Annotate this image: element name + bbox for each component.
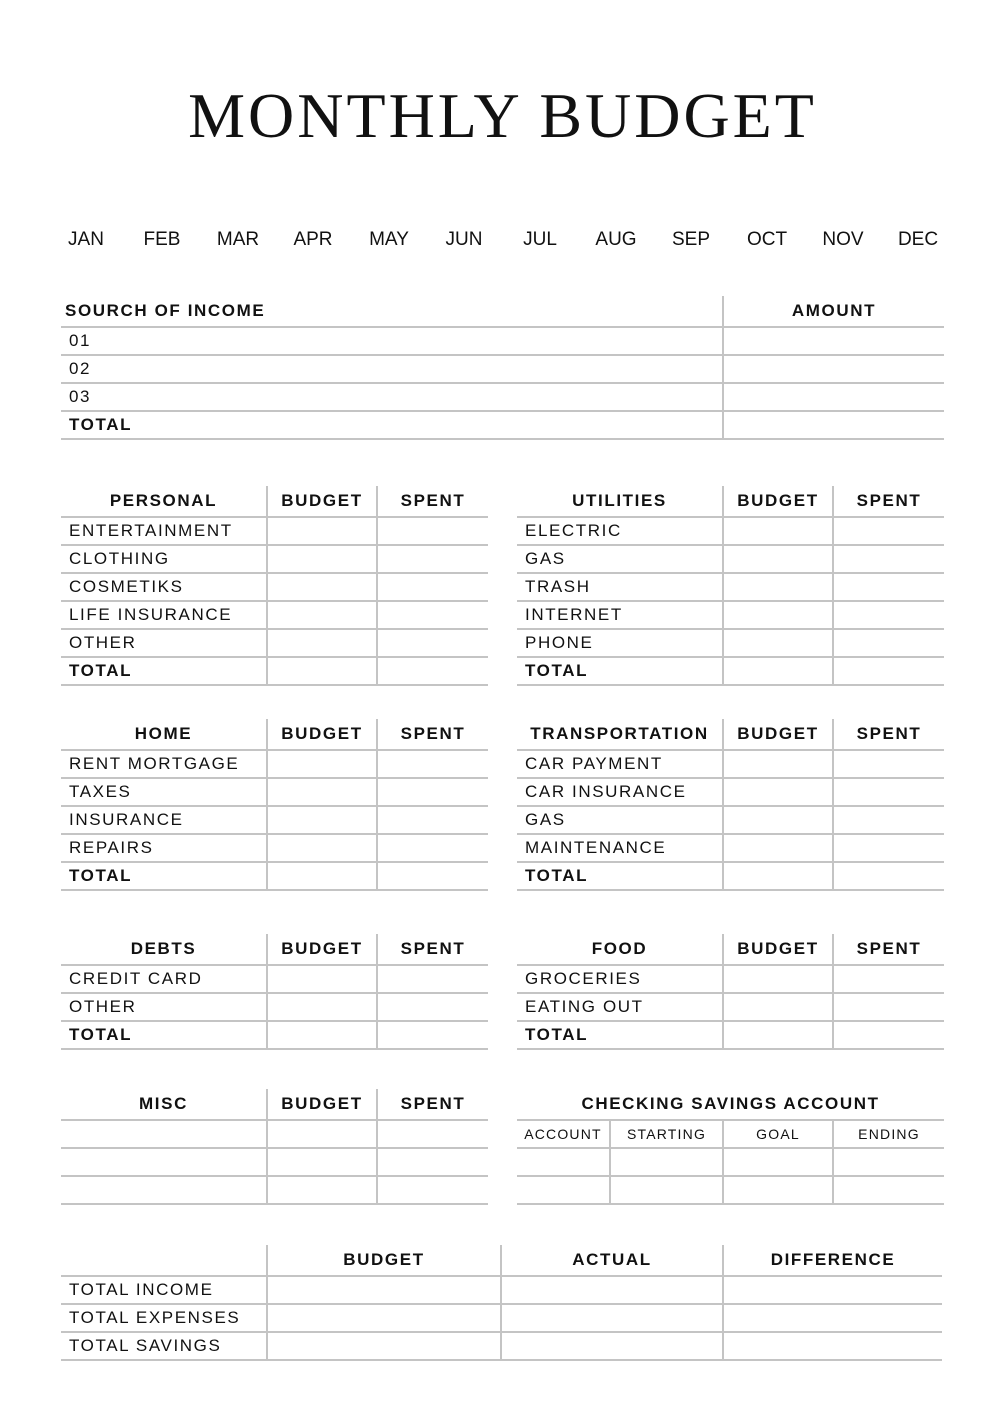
spent-header: SPENT bbox=[377, 486, 488, 517]
food-row-label: EATING OUT bbox=[517, 993, 723, 1021]
budget-cell[interactable] bbox=[723, 545, 833, 573]
spent-cell[interactable] bbox=[833, 806, 944, 834]
transportation-table bbox=[517, 719, 944, 891]
budget-cell[interactable] bbox=[267, 629, 377, 657]
personal-row-label: CLOTHING bbox=[61, 545, 267, 573]
transportation-row-label: GAS bbox=[517, 806, 723, 834]
spent-total-cell[interactable] bbox=[833, 862, 944, 890]
ending-cell[interactable] bbox=[833, 1148, 944, 1176]
budget-cell[interactable] bbox=[723, 601, 833, 629]
goal-col-header: GOAL bbox=[723, 1120, 833, 1148]
food-row-label: GROCERIES bbox=[517, 965, 723, 993]
summary-row-label: TOTAL EXPENSES bbox=[61, 1304, 267, 1332]
budget-cell[interactable] bbox=[723, 778, 833, 806]
summary-budget-cell[interactable] bbox=[267, 1332, 501, 1360]
budget-cell[interactable] bbox=[267, 573, 377, 601]
debts-table bbox=[61, 934, 488, 1050]
goal-cell[interactable] bbox=[723, 1148, 833, 1176]
misc-label-cell[interactable] bbox=[61, 1148, 267, 1176]
spent-cell[interactable] bbox=[833, 965, 944, 993]
income-row-label: 03 bbox=[61, 383, 723, 411]
summary-budget-header: BUDGET bbox=[267, 1245, 501, 1276]
account-cell[interactable] bbox=[517, 1148, 610, 1176]
budget-cell[interactable] bbox=[267, 965, 377, 993]
budget-header: BUDGET bbox=[267, 719, 377, 750]
personal-row-label: COSMETIKS bbox=[61, 573, 267, 601]
budget-header: BUDGET bbox=[723, 719, 833, 750]
income-header: SOURCH OF INCOME bbox=[61, 296, 723, 327]
spent-cell[interactable] bbox=[833, 573, 944, 601]
spent-total-cell[interactable] bbox=[833, 657, 944, 685]
debts-header: DEBTS bbox=[61, 934, 267, 965]
transportation-header: TRANSPORTATION bbox=[517, 719, 723, 750]
debts-row-label: CREDIT CARD bbox=[61, 965, 267, 993]
utilities-row-label: GAS bbox=[517, 545, 723, 573]
budget-cell[interactable] bbox=[267, 545, 377, 573]
debts-row-label: OTHER bbox=[61, 993, 267, 1021]
spent-header: SPENT bbox=[377, 934, 488, 965]
transportation-total-label: TOTAL bbox=[517, 862, 723, 890]
transportation-row-label: MAINTENANCE bbox=[517, 834, 723, 862]
month-may[interactable]: MAY bbox=[369, 229, 409, 250]
starting-col-header: STARTING bbox=[610, 1120, 723, 1148]
budget-cell[interactable] bbox=[267, 1120, 377, 1148]
misc-header: MISC bbox=[61, 1089, 267, 1120]
starting-cell[interactable] bbox=[610, 1176, 723, 1204]
budget-header: BUDGET bbox=[267, 1089, 377, 1120]
spent-total-cell[interactable] bbox=[377, 862, 488, 890]
spent-cell[interactable] bbox=[833, 750, 944, 778]
utilities-row-label: TRASH bbox=[517, 573, 723, 601]
budget-cell[interactable] bbox=[267, 517, 377, 545]
budget-cell[interactable] bbox=[723, 993, 833, 1021]
transportation-row-label: CAR INSURANCE bbox=[517, 778, 723, 806]
spent-cell[interactable] bbox=[833, 517, 944, 545]
ending-col-header: ENDING bbox=[833, 1120, 944, 1148]
budget-header: BUDGET bbox=[723, 934, 833, 965]
spent-total-cell[interactable] bbox=[833, 1021, 944, 1049]
utilities-row-label: ELECTRIC bbox=[517, 517, 723, 545]
month-aug[interactable]: AUG bbox=[595, 229, 637, 250]
month-sep[interactable]: SEP bbox=[671, 229, 711, 250]
budget-cell[interactable] bbox=[723, 834, 833, 862]
budget-cell[interactable] bbox=[723, 965, 833, 993]
misc-label-cell[interactable] bbox=[61, 1176, 267, 1204]
home-row-label: TAXES bbox=[61, 778, 267, 806]
spent-cell[interactable] bbox=[833, 545, 944, 573]
personal-header: PERSONAL bbox=[61, 486, 267, 517]
spent-cell[interactable] bbox=[833, 778, 944, 806]
home-total-label: TOTAL bbox=[61, 862, 267, 890]
summary-row-label: TOTAL SAVINGS bbox=[61, 1332, 267, 1360]
income-row-label: 02 bbox=[61, 355, 723, 383]
personal-row-label: LIFE INSURANCE bbox=[61, 601, 267, 629]
spent-header: SPENT bbox=[833, 719, 944, 750]
transportation-row-label: CAR PAYMENT bbox=[517, 750, 723, 778]
month-jul[interactable]: JUL bbox=[523, 229, 557, 250]
budget-cell[interactable] bbox=[723, 517, 833, 545]
summary-actual-cell[interactable] bbox=[501, 1304, 723, 1332]
account-cell[interactable] bbox=[517, 1176, 610, 1204]
food-table bbox=[517, 934, 944, 1050]
month-oct[interactable]: OCT bbox=[746, 229, 788, 250]
spent-cell[interactable] bbox=[377, 517, 488, 545]
month-nov[interactable]: NOV bbox=[822, 229, 864, 250]
budget-cell[interactable] bbox=[267, 1148, 377, 1176]
spent-header: SPENT bbox=[377, 719, 488, 750]
summary-actual-header: ACTUAL bbox=[501, 1245, 723, 1276]
utilities-table bbox=[517, 486, 944, 686]
amount-header: AMOUNT bbox=[723, 296, 944, 327]
budget-total-cell[interactable] bbox=[267, 657, 377, 685]
checking-savings-header: CHECKING SAVINGS ACCOUNT bbox=[517, 1089, 944, 1120]
home-table bbox=[61, 719, 488, 891]
account-col-header: ACCOUNT bbox=[517, 1120, 610, 1148]
summary-difference-cell[interactable] bbox=[723, 1304, 942, 1332]
summary-actual-cell[interactable] bbox=[501, 1276, 723, 1304]
budget-cell[interactable] bbox=[267, 806, 377, 834]
spent-header: SPENT bbox=[833, 934, 944, 965]
spent-cell[interactable] bbox=[377, 1176, 488, 1204]
month-dec[interactable]: DEC bbox=[897, 229, 939, 250]
personal-total-label: TOTAL bbox=[61, 657, 267, 685]
goal-cell[interactable] bbox=[723, 1176, 833, 1204]
spent-cell[interactable] bbox=[833, 629, 944, 657]
summary-budget-cell[interactable] bbox=[267, 1276, 501, 1304]
spent-total-cell[interactable] bbox=[377, 657, 488, 685]
budget-cell[interactable] bbox=[267, 1176, 377, 1204]
spent-cell[interactable] bbox=[377, 750, 488, 778]
income-row-label: 01 bbox=[61, 327, 723, 355]
income-amount-cell[interactable] bbox=[723, 355, 944, 383]
personal-table bbox=[61, 486, 488, 686]
spent-cell[interactable] bbox=[377, 1148, 488, 1176]
budget-header: BUDGET bbox=[267, 486, 377, 517]
utilities-row-label: PHONE bbox=[517, 629, 723, 657]
summary-corner bbox=[61, 1245, 267, 1276]
home-row-label: RENT MORTGAGE bbox=[61, 750, 267, 778]
spent-cell[interactable] bbox=[377, 965, 488, 993]
month-jun[interactable]: JUN bbox=[445, 229, 483, 250]
summary-table bbox=[61, 1245, 942, 1361]
spent-cell[interactable] bbox=[833, 601, 944, 629]
budget-cell[interactable] bbox=[267, 834, 377, 862]
summary-difference-cell[interactable] bbox=[723, 1332, 942, 1360]
misc-label-cell[interactable] bbox=[61, 1120, 267, 1148]
spent-cell[interactable] bbox=[377, 601, 488, 629]
summary-difference-cell[interactable] bbox=[723, 1276, 942, 1304]
month-apr[interactable]: APR bbox=[293, 229, 333, 250]
spent-cell[interactable] bbox=[377, 993, 488, 1021]
spent-cell[interactable] bbox=[377, 806, 488, 834]
spent-cell[interactable] bbox=[377, 834, 488, 862]
ending-cell[interactable] bbox=[833, 1176, 944, 1204]
spent-cell[interactable] bbox=[833, 834, 944, 862]
budget-total-cell[interactable] bbox=[723, 862, 833, 890]
budget-total-cell[interactable] bbox=[267, 1021, 377, 1049]
debts-total-label: TOTAL bbox=[61, 1021, 267, 1049]
budget-header: BUDGET bbox=[267, 934, 377, 965]
income-table bbox=[61, 296, 944, 440]
utilities-total-label: TOTAL bbox=[517, 657, 723, 685]
budget-cell[interactable] bbox=[723, 806, 833, 834]
budget-cell[interactable] bbox=[267, 601, 377, 629]
spent-cell[interactable] bbox=[833, 993, 944, 1021]
income-amount-cell[interactable] bbox=[723, 383, 944, 411]
starting-cell[interactable] bbox=[610, 1148, 723, 1176]
budget-header: BUDGET bbox=[723, 486, 833, 517]
income-amount-cell[interactable] bbox=[723, 327, 944, 355]
spent-cell[interactable] bbox=[377, 778, 488, 806]
income-total-cell[interactable] bbox=[723, 411, 944, 439]
utilities-row-label: INTERNET bbox=[517, 601, 723, 629]
budget-cell[interactable] bbox=[267, 778, 377, 806]
personal-row-label: OTHER bbox=[61, 629, 267, 657]
spent-header: SPENT bbox=[377, 1089, 488, 1120]
food-total-label: TOTAL bbox=[517, 1021, 723, 1049]
budget-cell[interactable] bbox=[267, 993, 377, 1021]
month-selector bbox=[0, 228, 1005, 252]
summary-budget-cell[interactable] bbox=[267, 1304, 501, 1332]
income-total-label: TOTAL bbox=[61, 411, 723, 439]
budget-total-cell[interactable] bbox=[723, 1021, 833, 1049]
home-header: HOME bbox=[61, 719, 267, 750]
budget-total-cell[interactable] bbox=[267, 862, 377, 890]
summary-difference-header: DIFFERENCE bbox=[723, 1245, 942, 1276]
home-row-label: REPAIRS bbox=[61, 834, 267, 862]
spent-cell[interactable] bbox=[377, 545, 488, 573]
misc-table bbox=[61, 1089, 488, 1205]
month-mar[interactable]: MAR bbox=[216, 229, 260, 250]
summary-actual-cell[interactable] bbox=[501, 1332, 723, 1360]
budget-cell[interactable] bbox=[267, 750, 377, 778]
checking-savings-table bbox=[517, 1089, 944, 1205]
month-jan[interactable]: JAN bbox=[68, 229, 104, 250]
spent-cell[interactable] bbox=[377, 629, 488, 657]
budget-cell[interactable] bbox=[723, 629, 833, 657]
spent-header: SPENT bbox=[833, 486, 944, 517]
personal-row-label: ENTERTAINMENT bbox=[61, 517, 267, 545]
home-row-label: INSURANCE bbox=[61, 806, 267, 834]
budget-total-cell[interactable] bbox=[723, 657, 833, 685]
budget-cell[interactable] bbox=[723, 750, 833, 778]
utilities-header: UTILITIES bbox=[517, 486, 723, 517]
summary-row-label: TOTAL INCOME bbox=[61, 1276, 267, 1304]
spent-total-cell[interactable] bbox=[377, 1021, 488, 1049]
month-feb[interactable]: FEB bbox=[143, 229, 181, 250]
food-header: FOOD bbox=[517, 934, 723, 965]
spent-cell[interactable] bbox=[377, 1120, 488, 1148]
page-title: MONTHLY BUDGET bbox=[188, 80, 817, 151]
budget-cell[interactable] bbox=[723, 573, 833, 601]
spent-cell[interactable] bbox=[377, 573, 488, 601]
